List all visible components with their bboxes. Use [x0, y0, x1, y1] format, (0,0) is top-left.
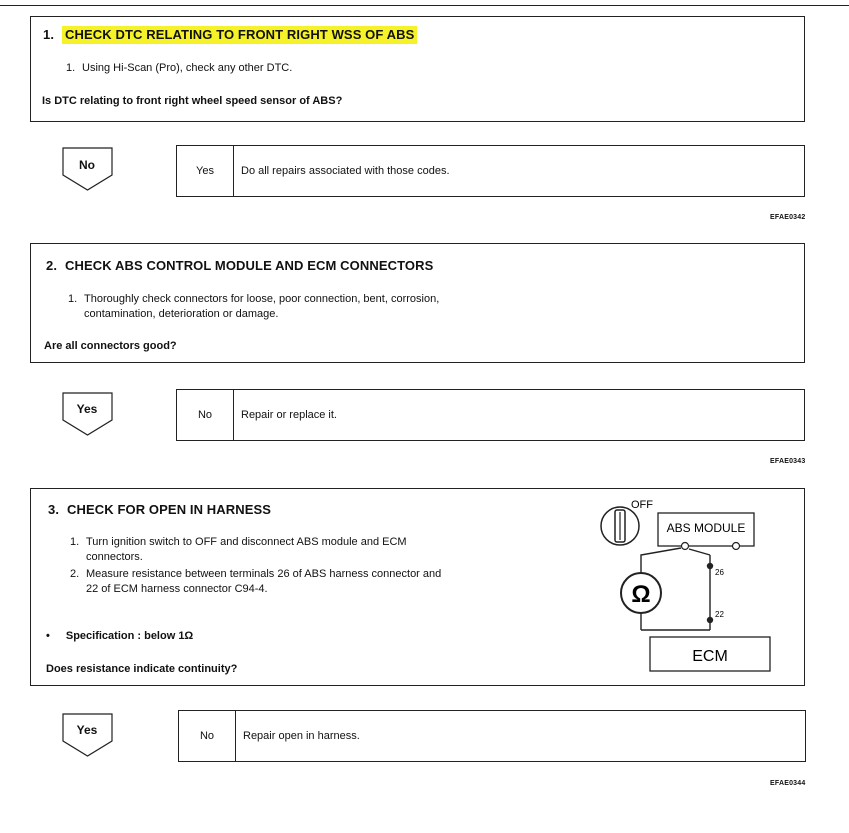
step-1-number: 1. — [43, 27, 55, 42]
step-3-title — [48, 502, 271, 517]
step-1-title — [43, 27, 417, 42]
item-text: Measure resistance between terminals 26 of ABS harness connector and — [86, 568, 442, 580]
step-2-item-1 — [68, 292, 588, 322]
item-text: Thoroughly check connectors for loose, poor connection, bent, corrosion, — [84, 293, 440, 305]
bullet-icon: • — [46, 630, 50, 642]
step-2-arrow-label: Yes — [76, 402, 98, 416]
item-text-continued: connectors. — [86, 551, 143, 563]
step-1-question: Is DTC relating to front right wheel speed sensor of ABS? — [42, 95, 343, 107]
item-text: Using Hi-Scan (Pro), check any other DTC. — [82, 62, 293, 74]
harness-diagram — [595, 493, 775, 678]
step-1-alt-action: Do all repairs associated with those codes. — [241, 165, 450, 177]
step-3-alt-answer: No — [179, 711, 236, 761]
item-text: Turn ignition switch to OFF and disconnect ABS module and ECM — [86, 536, 407, 548]
step-3-arrow-label: Yes — [76, 723, 98, 737]
item-number: 1. — [66, 62, 76, 74]
step-1-response-box — [176, 145, 805, 197]
pin-22-dot — [707, 617, 713, 623]
step-2-response-box — [176, 389, 805, 441]
item-number: 1. — [70, 536, 80, 548]
top-rule — [0, 5, 849, 6]
step-2-question: Are all connectors good? — [44, 340, 177, 352]
step-2-code: EFAE0343 — [770, 458, 806, 465]
step-3-number: 3. — [48, 502, 60, 517]
step-2-alt-answer: No — [177, 390, 234, 440]
step-2-number: 2. — [46, 258, 58, 273]
ignition-switch-icon — [601, 507, 639, 545]
terminal-left-icon — [682, 543, 689, 550]
step-3-question: Does resistance indicate continuity? — [46, 663, 238, 675]
spec-text: Specification : below 1Ω — [65, 630, 194, 642]
step-3-code: EFAE0344 — [770, 780, 806, 787]
ecm-label: ECM — [692, 648, 728, 665]
terminal-right-icon — [733, 543, 740, 550]
pin-26-label: 26 — [715, 568, 724, 577]
step-1-arrow-label: No — [79, 158, 95, 172]
step-1-title-text: CHECK DTC RELATING TO FRONT RIGHT WSS OF ABS — [62, 26, 417, 44]
pin-26-dot — [707, 563, 713, 569]
step-2-title-text: CHECK ABS CONTROL MODULE AND ECM CONNECTORS — [65, 258, 434, 273]
switch-label: OFF — [631, 499, 653, 511]
step-1-item-1 — [66, 61, 566, 76]
item-text-continued: 22 of ECM harness connector C94-4. — [86, 583, 268, 595]
step-3-title-text: CHECK FOR OPEN IN HARNESS — [67, 502, 272, 517]
step-3-alt-action: Repair open in harness. — [243, 730, 360, 742]
item-number: 1. — [68, 293, 78, 305]
step-2-alt-action: Repair or replace it. — [241, 409, 337, 421]
abs-module-label: ABS MODULE — [666, 521, 746, 535]
step-3-response-box — [178, 710, 806, 762]
pin-22-label: 22 — [715, 610, 724, 619]
step-1-code: EFAE0342 — [770, 214, 806, 221]
step-3-spec — [46, 630, 193, 642]
step-3-item-1 — [70, 535, 540, 565]
item-text-continued: contamination, deterioration or damage. — [84, 308, 279, 320]
ohmmeter-symbol: Ω — [631, 581, 651, 608]
step-2-title — [46, 258, 433, 273]
step-3-item-2 — [70, 567, 540, 597]
item-number: 2. — [70, 568, 80, 580]
step-1-alt-answer: Yes — [177, 146, 234, 196]
